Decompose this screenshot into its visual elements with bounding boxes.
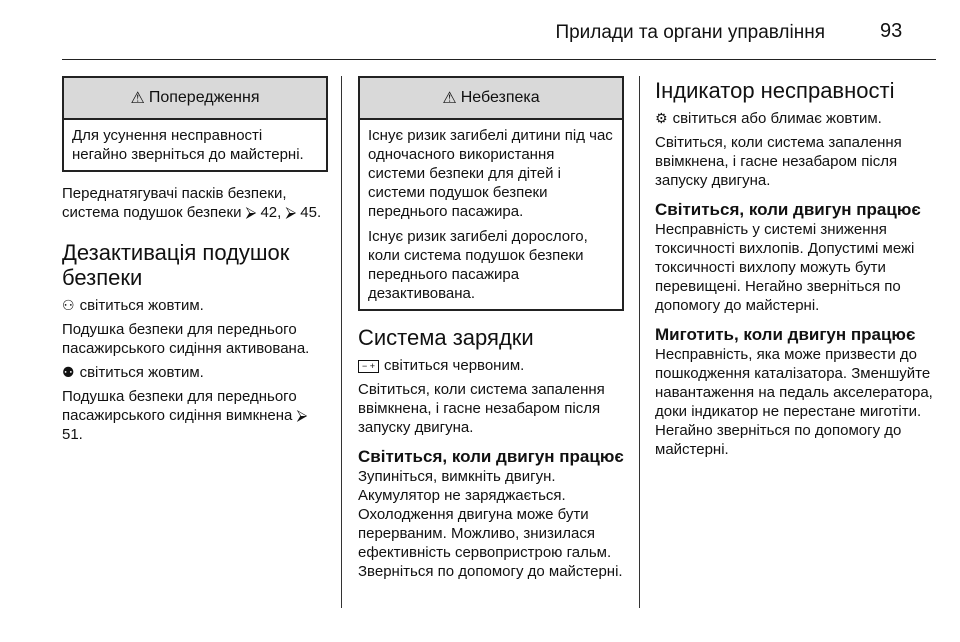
malfunction-indicator-heading: Індикатор несправності	[655, 78, 895, 103]
danger-box-text-2: Існує ризик загибелі дорослого, коли система подушок безпеки переднього пасажира дезактивована.	[368, 228, 588, 302]
battery-text: світиться червоним.	[384, 357, 525, 374]
airbag-on-desc: Подушка безпеки для переднього пасажирського сидіння активована.	[62, 321, 310, 357]
page-number: 93	[880, 20, 903, 42]
charging-subheading: Світиться, коли двигун працює	[358, 447, 624, 466]
warning-box-title: Попередження	[148, 89, 260, 106]
airbag-off-line	[62, 363, 328, 382]
warning-box	[62, 76, 328, 172]
warning-box-body	[64, 120, 326, 170]
engine-icon-text: світиться або блимає жовтим.	[672, 110, 882, 127]
warning-box-header	[64, 78, 326, 120]
column-1	[62, 76, 328, 449]
engine-icon: ⚙	[655, 110, 668, 126]
charging-paragraph-2: Зупиніться, вимкніть двигун. Акумулятор не заряджається. Охолодження двигуна може бути перерваним. Можливо, знизилася ефективність сервопристрою гальм. Зверніться по допомогу до майстерні.	[358, 468, 623, 580]
column-divider-2	[639, 76, 640, 608]
malfunction-subheading-2: Миготить, коли двигун працює	[655, 325, 916, 344]
charging-paragraph-1: Світиться, коли система запалення ввімкнена, і гасне незабаром після запуску двигуна.	[358, 381, 605, 436]
danger-box	[358, 76, 624, 311]
airbag-on-line	[62, 296, 328, 315]
header-rule	[62, 59, 936, 60]
danger-box-header	[360, 78, 622, 120]
airbag-off-icon: ⚉	[62, 364, 75, 380]
airbag-deactivation-heading: Дезактивація подушок безпеки	[62, 240, 290, 290]
airbag-on-icon: ⚇	[62, 297, 75, 313]
airbag-off-text: світиться жовтим.	[79, 364, 204, 381]
danger-box-text-1: Існує ризик загибелі дитини під час одночасного використання системи безпеки для дітей і системи подушок безпеки переднього пасажира.	[368, 127, 613, 220]
pretensioner-paragraph: Переднатягувачі пасків безпеки, система подушок безпеки ⮚ 42, ⮚ 45.	[62, 185, 322, 221]
page-header-title: Прилади та органи управління	[555, 22, 825, 43]
malfunction-paragraph-2: Несправність у системі зниження токсичності вихлопів. Допустимі межі токсичності вихлопу можуть бути перевищені. Негайно зверніться по допомогу до майстерні.	[655, 221, 915, 314]
malfunction-subheading-1: Світиться, коли двигун працює	[655, 200, 921, 219]
airbag-on-text: світиться жовтим.	[79, 297, 204, 314]
charging-system-heading: Система зарядки	[358, 325, 534, 350]
engine-icon-line	[655, 109, 937, 128]
warning-triangle-icon: ⚠	[442, 90, 457, 107]
battery-icon: − +	[358, 360, 379, 373]
column-2	[358, 76, 624, 586]
column-3	[655, 76, 937, 464]
warning-box-text: Для усунення несправності негайно зверніться до майстерні.	[72, 127, 304, 163]
malfunction-paragraph-3: Несправність, яка може призвести до пошкодження каталізатора. Зменшуйте навантаження на педаль акселератора, доки індикатор не перестане миготіти. Негайно зверніться по допомогу до майстерні.	[655, 346, 933, 458]
airbag-off-desc: Подушка безпеки для переднього пасажирського сидіння вимкнена ⮚ 51.	[62, 388, 308, 443]
column-divider-1	[341, 76, 342, 608]
malfunction-paragraph-1: Світиться, коли система запалення ввімкнена, і гасне незабаром після запуску двигуна.	[655, 134, 902, 189]
battery-line	[358, 356, 624, 375]
warning-triangle-icon: ⚠	[130, 90, 145, 107]
danger-box-title: Небезпека	[460, 89, 540, 106]
danger-box-body	[360, 120, 622, 309]
